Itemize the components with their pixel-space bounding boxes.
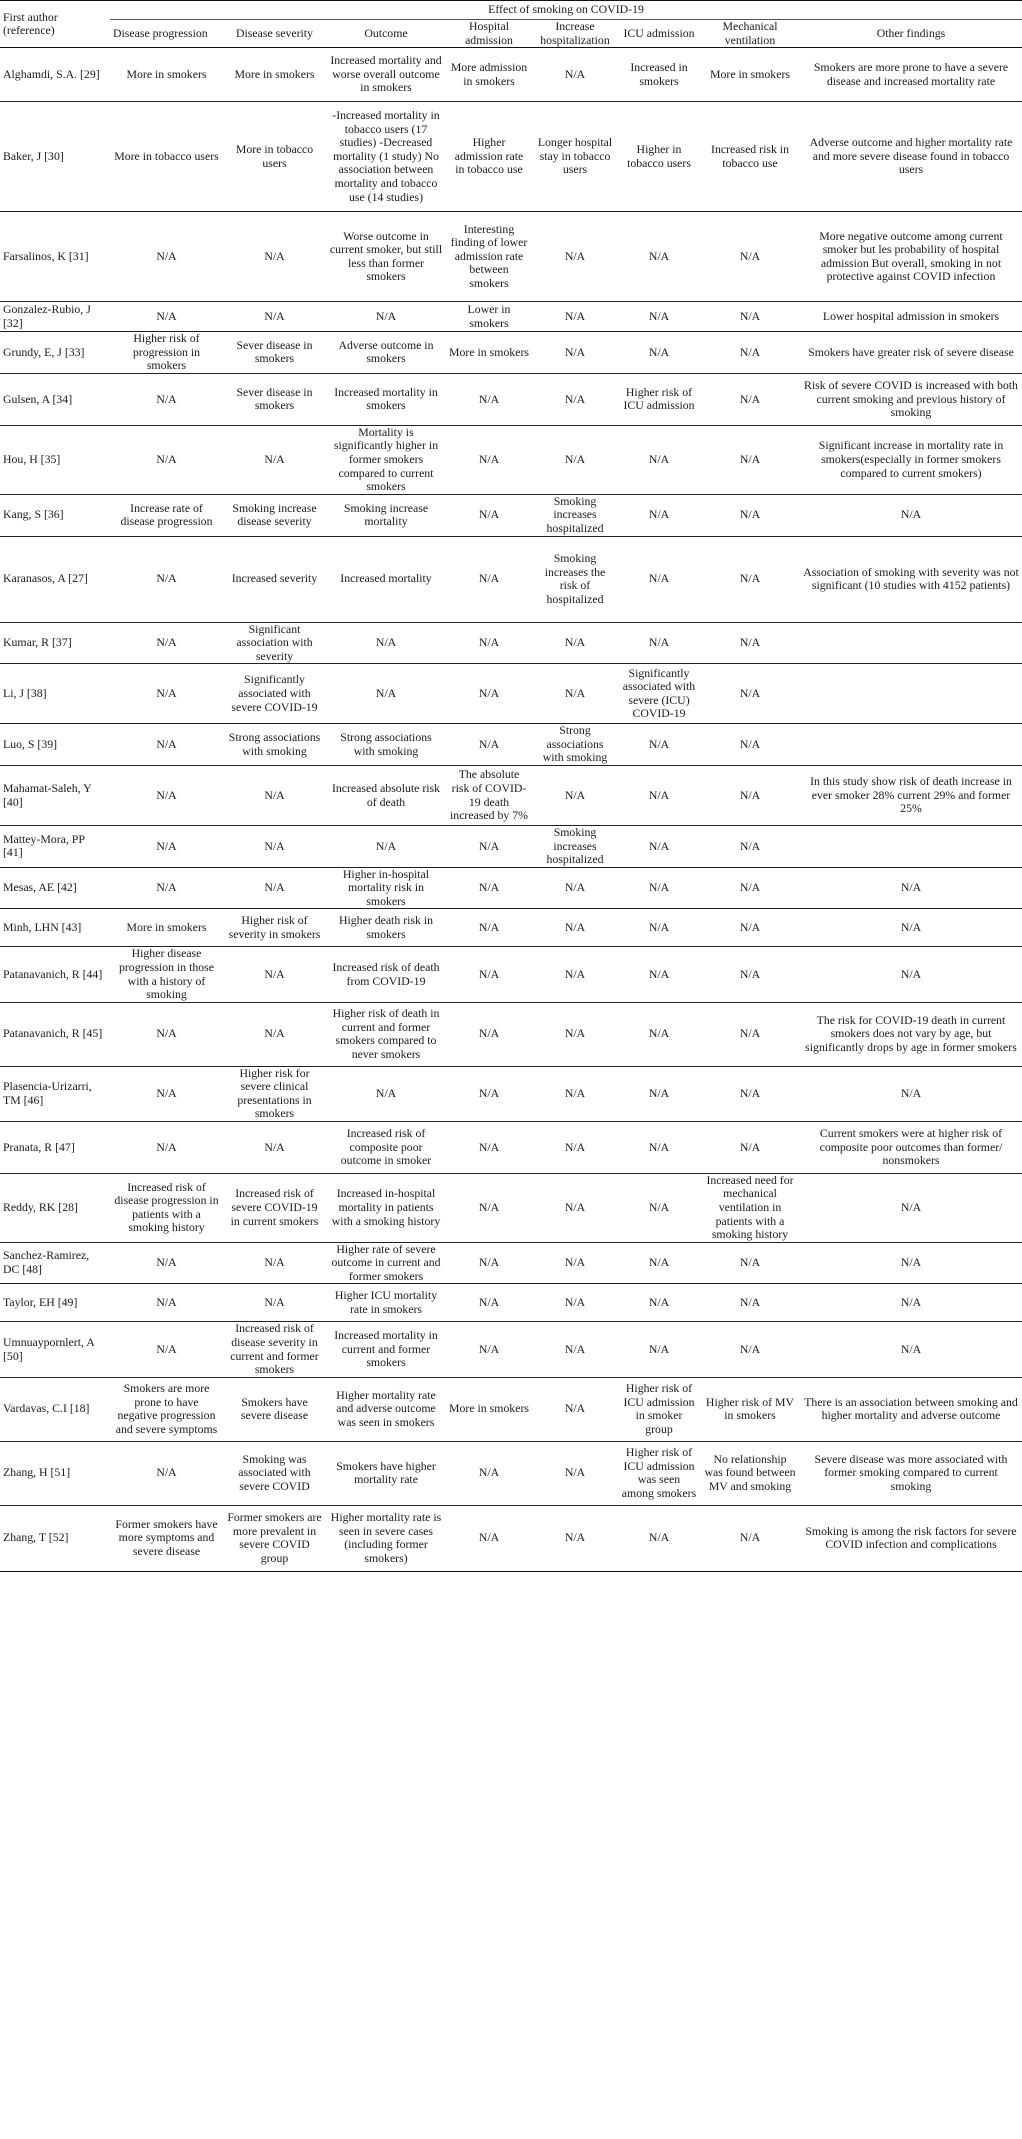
table-cell: Smoking is among the risk factors for severe COVID infection and complications [800, 1505, 1022, 1571]
table-cell: Increased mortality and worse overall outcome in smokers [326, 48, 446, 102]
author-cell: Mattey-Mora, PP [41] [0, 826, 110, 868]
table-cell: N/A [700, 622, 800, 664]
table-cell: N/A [110, 826, 223, 868]
table-cell: Higher risk of MV in smokers [700, 1377, 800, 1441]
table-cell: Sever disease in smokers [223, 373, 326, 425]
table-cell: N/A [618, 212, 700, 302]
table-cell: N/A [618, 425, 700, 494]
table-cell: N/A [532, 622, 618, 664]
table-cell: Smokers have greater risk of severe disease [800, 332, 1022, 374]
table-cell: N/A [110, 1121, 223, 1173]
table-cell: Interesting finding of lower admission rate between smokers [446, 212, 532, 302]
author-cell: Gonzalez-Rubio, J [32] [0, 302, 110, 332]
table-cell: N/A [446, 1173, 532, 1242]
table-cell: Increased mortality in smokers [326, 373, 446, 425]
table-cell: Smokers are more prone to have negative progression and severe symptoms [110, 1377, 223, 1441]
table-cell: N/A [700, 536, 800, 622]
table-cell: N/A [700, 1242, 800, 1284]
table-cell: Significantly associated with severe COVID-19 [223, 664, 326, 724]
table-cell: N/A [326, 826, 446, 868]
author-cell: Mesas, AE [42] [0, 867, 110, 909]
table-cell: N/A [618, 1242, 700, 1284]
table-row [0, 867, 1022, 909]
author-cell: Li, J [38] [0, 664, 110, 724]
table-cell: N/A [110, 1002, 223, 1066]
table-row [0, 909, 1022, 947]
table-row [0, 1441, 1022, 1505]
table-cell: N/A [618, 536, 700, 622]
header-disease-progression: Disease progression [110, 20, 223, 48]
table-cell: N/A [700, 909, 800, 947]
table-cell: Higher mortality rate is seen in severe cases (including former smokers) [326, 1505, 446, 1571]
table-cell: N/A [223, 302, 326, 332]
table-cell: More in smokers [446, 332, 532, 374]
table-cell: N/A [110, 1322, 223, 1377]
table-cell: N/A [532, 1505, 618, 1571]
table-cell: N/A [110, 1066, 223, 1121]
table-cell: N/A [446, 947, 532, 1002]
table-row [0, 1377, 1022, 1441]
table-cell: Significant association with severity [223, 622, 326, 664]
table-cell: N/A [446, 1284, 532, 1322]
table-cell: N/A [618, 1322, 700, 1377]
table-cell: Higher risk of ICU admission was seen among smokers [618, 1441, 700, 1505]
table-cell: N/A [110, 724, 223, 766]
author-cell: Zhang, H [51] [0, 1441, 110, 1505]
table-cell: N/A [700, 1002, 800, 1066]
table-cell: N/A [326, 622, 446, 664]
table-cell: N/A [618, 302, 700, 332]
table-cell: N/A [223, 947, 326, 1002]
table-row [0, 425, 1022, 494]
header-disease-severity: Disease severity [223, 20, 326, 48]
author-cell: Baker, J [30] [0, 102, 110, 212]
table-cell: N/A [446, 1322, 532, 1377]
table-cell: N/A [223, 867, 326, 909]
author-cell: Plasencia-Urizarri, TM [46] [0, 1066, 110, 1121]
table-cell: N/A [223, 766, 326, 826]
author-cell: Mahamat-Saleh, Y [40] [0, 766, 110, 826]
table-cell: N/A [446, 1121, 532, 1173]
table-cell: N/A [110, 1441, 223, 1505]
author-cell: Farsalinos, K [31] [0, 212, 110, 302]
table-cell: N/A [446, 724, 532, 766]
table-cell: N/A [446, 1505, 532, 1571]
table-cell: N/A [700, 1505, 800, 1571]
table-cell: Former smokers have more symptoms and severe disease [110, 1505, 223, 1571]
table-cell: Strong associations with smoking [223, 724, 326, 766]
table-cell [800, 724, 1022, 766]
table-cell: N/A [223, 212, 326, 302]
table-cell: N/A [532, 302, 618, 332]
table-cell: Longer hospital stay in tobacco users [532, 102, 618, 212]
author-cell: Reddy, RK [28] [0, 1173, 110, 1242]
table-cell: Higher mortality rate and adverse outcome was seen in smokers [326, 1377, 446, 1441]
table-cell: In this study show risk of death increase in ever smoker 28% current 29% and former 25% [800, 766, 1022, 826]
table-cell: N/A [110, 1242, 223, 1284]
table-cell: N/A [700, 494, 800, 536]
author-cell: Grundy, E, J [33] [0, 332, 110, 374]
table-cell: N/A [223, 1002, 326, 1066]
table-cell: Increased in-hospital mortality in patients with a smoking history [326, 1173, 446, 1242]
table-cell: N/A [618, 766, 700, 826]
table-cell: N/A [223, 826, 326, 868]
table-cell: N/A [800, 1322, 1022, 1377]
table-cell: Higher risk of death in current and former smokers compared to never smokers [326, 1002, 446, 1066]
table-cell: The risk for COVID-19 death in current smokers does not vary by age, but significantly drops by age in former smokers [800, 1002, 1022, 1066]
author-cell: Minh, LHN [43] [0, 909, 110, 947]
table-cell: Association of smoking with severity was not significant (10 studies with 4152 patients) [800, 536, 1022, 622]
table-cell: N/A [532, 1322, 618, 1377]
table-cell: Higher disease progression in those with a history of smoking [110, 947, 223, 1002]
table-row [0, 102, 1022, 212]
table-cell: N/A [446, 826, 532, 868]
table-cell: N/A [618, 1121, 700, 1173]
table-cell: N/A [618, 494, 700, 536]
table-cell: Increased mortality in current and former smokers [326, 1322, 446, 1377]
table-cell: N/A [532, 947, 618, 1002]
author-cell: Umnuaypornlert, A [50] [0, 1322, 110, 1377]
table-row [0, 1284, 1022, 1322]
table-cell: Former smokers are more prevalent in severe COVID group [223, 1505, 326, 1571]
table-cell: Strong associations with smoking [326, 724, 446, 766]
table-cell: N/A [446, 622, 532, 664]
table-cell: N/A [800, 1066, 1022, 1121]
table-cell: Increased absolute risk of death [326, 766, 446, 826]
table-cell: N/A [618, 1066, 700, 1121]
header-hospital-admission: Hospital admission [446, 20, 532, 48]
author-cell: Gulsen, A [34] [0, 373, 110, 425]
table-cell: More negative outcome among current smoker but les probability of hospital admission But overall, smoking in not protective against COVID infection [800, 212, 1022, 302]
table-cell: N/A [446, 494, 532, 536]
table-cell: More in smokers [110, 909, 223, 947]
table-cell: Higher ICU mortality rate in smokers [326, 1284, 446, 1322]
table-cell: Smoking was associated with severe COVID [223, 1441, 326, 1505]
table-cell: N/A [110, 212, 223, 302]
table-row [0, 1505, 1022, 1571]
table-cell: More in smokers [700, 48, 800, 102]
table-cell: N/A [700, 947, 800, 1002]
table-cell: Increased mortality [326, 536, 446, 622]
table-cell: N/A [700, 425, 800, 494]
table-cell: N/A [446, 1002, 532, 1066]
author-cell: Patanavanich, R [45] [0, 1002, 110, 1066]
table-cell: Higher in tobacco users [618, 102, 700, 212]
table-row [0, 536, 1022, 622]
table-row [0, 48, 1022, 102]
table-cell: N/A [110, 536, 223, 622]
table-cell: Smoking increases the risk of hospitalized [532, 536, 618, 622]
table-cell: More in tobacco users [110, 102, 223, 212]
table-cell: More admission in smokers [446, 48, 532, 102]
table-cell: There is an association between smoking and higher mortality and adverse outcome [800, 1377, 1022, 1441]
table-cell: Risk of severe COVID is increased with both current smoking and previous history of smoking [800, 373, 1022, 425]
table-cell: N/A [446, 867, 532, 909]
table-cell: N/A [223, 1121, 326, 1173]
table-cell: Smokers have higher mortality rate [326, 1441, 446, 1505]
table-row [0, 302, 1022, 332]
table-cell: N/A [800, 1284, 1022, 1322]
table-cell: No relationship was found between MV and smoking [700, 1441, 800, 1505]
table-cell: N/A [532, 1121, 618, 1173]
table-cell: N/A [326, 1066, 446, 1121]
table-cell: N/A [532, 48, 618, 102]
table-cell: Higher risk of severity in smokers [223, 909, 326, 947]
table-cell: N/A [700, 766, 800, 826]
table-row [0, 494, 1022, 536]
table-cell: N/A [223, 1284, 326, 1322]
table-cell: N/A [110, 766, 223, 826]
table-cell: N/A [446, 1441, 532, 1505]
header-first-author: First author (reference) [0, 1, 110, 48]
table-cell: N/A [532, 332, 618, 374]
table-cell: More in tobacco users [223, 102, 326, 212]
table-row [0, 947, 1022, 1002]
table-cell: N/A [700, 373, 800, 425]
table-cell: Severe disease was more associated with former smoking compared to current smoking [800, 1441, 1022, 1505]
table-body [0, 48, 1022, 1572]
table-cell: N/A [800, 867, 1022, 909]
table-cell: N/A [700, 1322, 800, 1377]
table-cell: N/A [110, 622, 223, 664]
table-cell: N/A [446, 1242, 532, 1284]
table-cell: Increased risk of death from COVID-19 [326, 947, 446, 1002]
table-cell: N/A [532, 1284, 618, 1322]
table-row [0, 622, 1022, 664]
table-cell: Adverse outcome in smokers [326, 332, 446, 374]
table-cell: N/A [532, 1173, 618, 1242]
table-cell: Worse outcome in current smoker, but still less than former smokers [326, 212, 446, 302]
table-cell: N/A [700, 664, 800, 724]
table-cell: N/A [532, 766, 618, 826]
table-cell: N/A [532, 1242, 618, 1284]
author-cell: Taylor, EH [49] [0, 1284, 110, 1322]
table-cell: N/A [446, 664, 532, 724]
table-cell: N/A [700, 212, 800, 302]
header-group-title: Effect of smoking on COVID-19 [110, 1, 1022, 20]
table-cell: N/A [800, 947, 1022, 1002]
table-cell: Increased risk of disease severity in current and former smokers [223, 1322, 326, 1377]
table-cell: N/A [800, 909, 1022, 947]
table-cell: N/A [532, 1441, 618, 1505]
table-cell: N/A [618, 909, 700, 947]
table-cell: N/A [618, 947, 700, 1002]
table-cell: N/A [532, 867, 618, 909]
table-cell: Strong associations with smoking [532, 724, 618, 766]
table-cell: Smoking increase mortality [326, 494, 446, 536]
table-cell: N/A [618, 1002, 700, 1066]
table-cell: N/A [446, 373, 532, 425]
header-increase-hospitalization: Increase hospitalization [532, 20, 618, 48]
table-cell: Current smokers were at higher risk of composite poor outcomes than former/ nonsmokers [800, 1121, 1022, 1173]
table-cell: Smokers have severe disease [223, 1377, 326, 1441]
table-cell: Higher admission rate in tobacco use [446, 102, 532, 212]
table-cell: N/A [618, 724, 700, 766]
table-cell [800, 826, 1022, 868]
table-row [0, 212, 1022, 302]
header-mechanical-ventilation: Mechanical ventilation [700, 20, 800, 48]
table-cell: Higher risk of ICU admission in smoker group [618, 1377, 700, 1441]
table-cell: Significantly associated with severe (ICU) COVID-19 [618, 664, 700, 724]
table-cell: N/A [800, 494, 1022, 536]
table-cell: N/A [110, 425, 223, 494]
table-cell: N/A [532, 212, 618, 302]
table-cell: Increased risk of composite poor outcome in smoker [326, 1121, 446, 1173]
table-cell: Increased in smokers [618, 48, 700, 102]
table-cell: N/A [700, 867, 800, 909]
table-cell: Sever disease in smokers [223, 332, 326, 374]
table-cell: N/A [532, 373, 618, 425]
table-row [0, 1121, 1022, 1173]
table-cell: Mortality is significantly higher in former smokers compared to current smokers [326, 425, 446, 494]
table-cell: Increased severity [223, 536, 326, 622]
table-cell: N/A [700, 302, 800, 332]
table-cell: The absolute risk of COVID-19 death increased by 7% [446, 766, 532, 826]
table-cell: N/A [110, 302, 223, 332]
table-cell: Smokers are more prone to have a severe disease and increased mortality rate [800, 48, 1022, 102]
table-cell: N/A [700, 332, 800, 374]
table-cell: N/A [110, 1284, 223, 1322]
table-row [0, 1173, 1022, 1242]
table-cell: N/A [446, 909, 532, 947]
author-cell: Kang, S [36] [0, 494, 110, 536]
table-cell: N/A [532, 664, 618, 724]
table-cell: Higher risk of ICU admission [618, 373, 700, 425]
table-cell: N/A [446, 425, 532, 494]
table-cell: N/A [800, 1242, 1022, 1284]
author-cell: Alghamdi, S.A. [29] [0, 48, 110, 102]
header-icu-admission: ICU admission [618, 20, 700, 48]
table-cell: N/A [700, 724, 800, 766]
table-cell: Increased need for mechanical ventilation in patients with a smoking history [700, 1173, 800, 1242]
table-row [0, 1066, 1022, 1121]
table-cell: N/A [446, 536, 532, 622]
table-cell [800, 664, 1022, 724]
table-cell: N/A [532, 909, 618, 947]
table-cell: Increased risk of severe COVID-19 in current smokers [223, 1173, 326, 1242]
table-row [0, 332, 1022, 374]
table-cell: Lower in smokers [446, 302, 532, 332]
table-cell: Smoking increases hospitalized [532, 494, 618, 536]
table-cell: N/A [700, 826, 800, 868]
header-outcome: Outcome [326, 20, 446, 48]
table-row [0, 1322, 1022, 1377]
table-cell: Lower hospital admission in smokers [800, 302, 1022, 332]
table-cell: N/A [618, 1173, 700, 1242]
author-cell: Pranata, R [47] [0, 1121, 110, 1173]
table-cell: Increase rate of disease progression [110, 494, 223, 536]
table-cell: N/A [700, 1066, 800, 1121]
table-cell: N/A [223, 1242, 326, 1284]
table-cell: N/A [618, 1284, 700, 1322]
table-row [0, 724, 1022, 766]
table-cell: N/A [110, 664, 223, 724]
table-cell: Significant increase in mortality rate in smokers(especially in former smokers compared to current smokers) [800, 425, 1022, 494]
table-cell: -Increased mortality in tobacco users (17 studies) -Decreased mortality (1 study) No association between mortality and tobacco use (14 studies) [326, 102, 446, 212]
table-cell: N/A [800, 1173, 1022, 1242]
table-cell: N/A [326, 302, 446, 332]
table-cell: More in smokers [110, 48, 223, 102]
table-row [0, 373, 1022, 425]
table-cell: Higher in-hospital mortality risk in smokers [326, 867, 446, 909]
table-cell: N/A [618, 867, 700, 909]
table-cell: Higher risk for severe clinical presentations in smokers [223, 1066, 326, 1121]
table-cell: Increased risk of disease progression in patients with a smoking history [110, 1173, 223, 1242]
author-cell: Karanasos, A [27] [0, 536, 110, 622]
table-cell: More in smokers [446, 1377, 532, 1441]
table-cell: N/A [532, 425, 618, 494]
author-cell: Patanavanich, R [44] [0, 947, 110, 1002]
table-cell: Increased risk in tobacco use [700, 102, 800, 212]
table-cell: N/A [618, 332, 700, 374]
author-cell: Sanchez-Ramirez, DC [48] [0, 1242, 110, 1284]
table-cell: N/A [700, 1284, 800, 1322]
author-cell: Luo, S [39] [0, 724, 110, 766]
table-cell: N/A [618, 622, 700, 664]
table-cell: N/A [700, 1121, 800, 1173]
table-cell: More in smokers [223, 48, 326, 102]
table-cell: Smoking increase disease severity [223, 494, 326, 536]
table-cell: N/A [110, 373, 223, 425]
table-row [0, 664, 1022, 724]
author-cell: Vardavas, C.I [18] [0, 1377, 110, 1441]
table-row [0, 766, 1022, 826]
table-cell: Smoking increases hospitalized [532, 826, 618, 868]
author-cell: Kumar, R [37] [0, 622, 110, 664]
table-cell [800, 622, 1022, 664]
table-cell: Higher death risk in smokers [326, 909, 446, 947]
table-cell: N/A [326, 664, 446, 724]
table-cell: N/A [110, 867, 223, 909]
table-row [0, 826, 1022, 868]
table-cell: N/A [223, 425, 326, 494]
table-cell: Adverse outcome and higher mortality rate and more severe disease found in tobacco users [800, 102, 1022, 212]
table-cell: N/A [532, 1002, 618, 1066]
table-cell: N/A [618, 826, 700, 868]
table-cell: N/A [446, 1066, 532, 1121]
table-cell: N/A [618, 1505, 700, 1571]
table-cell: Higher rate of severe outcome in current and former smokers [326, 1242, 446, 1284]
table-row [0, 1242, 1022, 1284]
table-cell: N/A [532, 1066, 618, 1121]
table-cell: N/A [532, 1377, 618, 1441]
author-cell: Zhang, T [52] [0, 1505, 110, 1571]
table-cell: Higher risk of progression in smokers [110, 332, 223, 374]
table-row [0, 1002, 1022, 1066]
author-cell: Hou, H [35] [0, 425, 110, 494]
header-other-findings: Other findings [800, 20, 1022, 48]
